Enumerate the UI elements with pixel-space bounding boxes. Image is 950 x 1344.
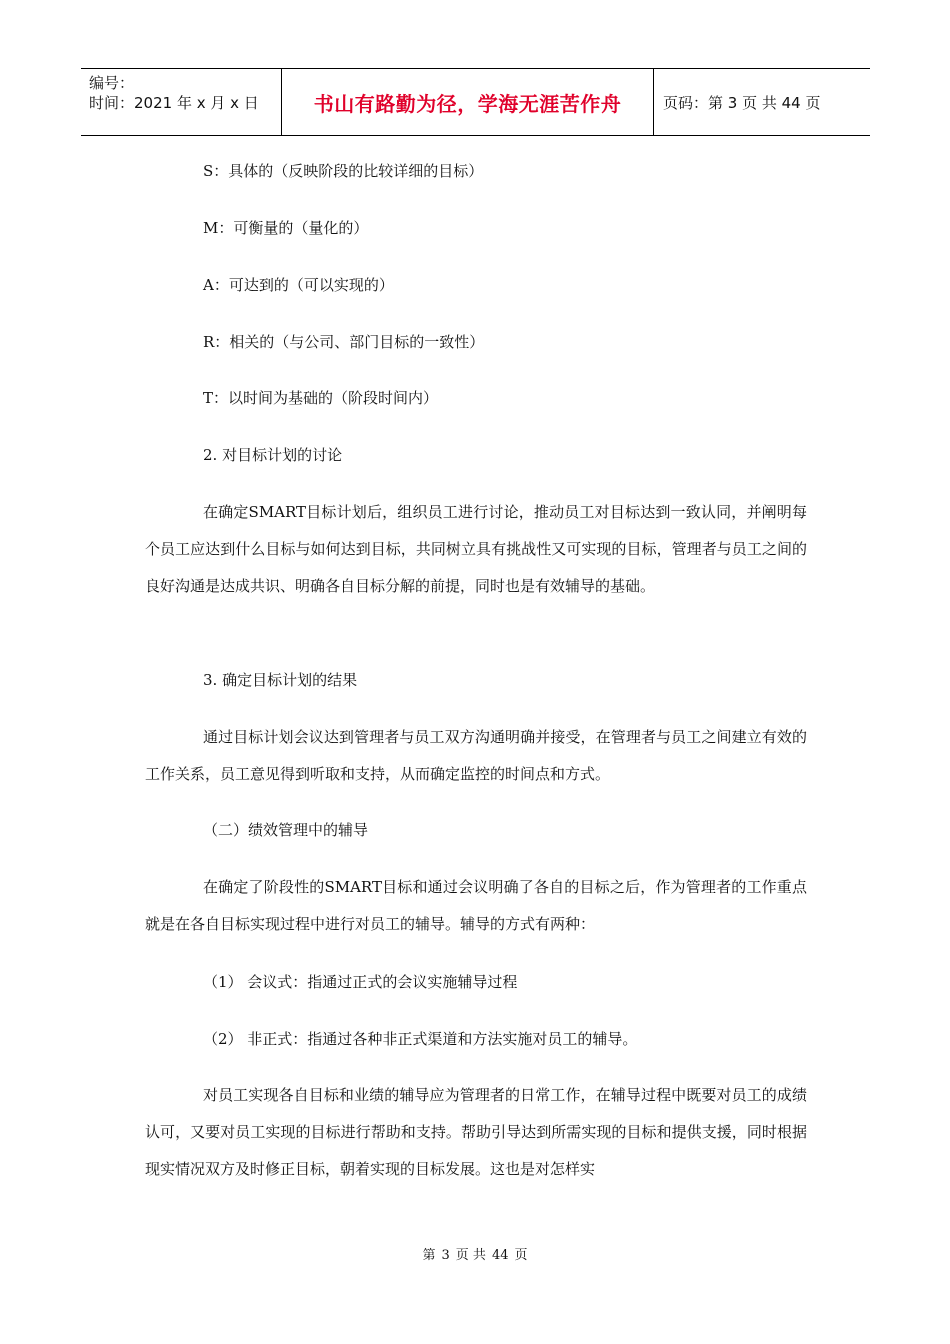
footer-page-total: 44 [491,1248,509,1263]
footer-suffix: 页 [514,1248,528,1263]
paragraph-daily-coaching: 对员工实现各自目标和业绩的辅导应为管理者的日常工作，在辅导过程中既要对员工的成绩认可，又要对员工实现的目标进行帮助和支持。帮助引导达到所需实现的目标和提供支援，同时根据现实情况双方及时修正目标，朝着实现的目标发展。这也是对怎样实 [145,1086,807,1178]
page-header [81,68,870,136]
heading-result: 3. 确定目标计划的结果 [203,671,358,689]
time-label: 时间：2021 年 x 月 x 日 [89,94,259,112]
footer-prefix: 第 [422,1248,436,1263]
section-heading-coaching: （二）绩效管理中的辅导 [203,821,369,839]
smart-t-line: T：以时间为基础的（阶段时间内） [203,389,439,407]
smart-s-line: S：具体的（反映阶段的比较详细的目标） [203,162,484,180]
smart-m-line: M：可衡量的（量化的） [203,219,369,237]
page-footer [0,1244,950,1263]
smart-a-line: A：可达到的（可以实现的） [203,276,394,294]
list-item-informal: （2） 非正式：指通过各种非正式渠道和方法实施对员工的辅导。 [203,1030,638,1048]
header-meta [81,69,282,135]
paragraph-result: 通过目标计划会议达到管理者与员工双方沟通明确并接受，在管理者与员工之间建立有效的工作关系，员工意见得到听取和支持，从而确定监控的时间点和方式。 [145,728,807,783]
heading-discussion: 2. 对目标计划的讨论 [203,446,343,464]
paragraph-discussion: 在确定SMART目标计划后，组织员工进行讨论，推动员工对目标达到一致认同，并阐明每个员工应达到什么目标与如何达到目标，共同树立具有挑战性又可实现的目标，管理者与员工之间的良好沟通是达成共识、明确各自目标分解的前提，同时也是有效辅导的基础。 [145,503,807,595]
paragraph-coaching: 在确定了阶段性的SMART目标和通过会议明确了各自的目标之后，作为管理者的工作重点就是在各自目标实现过程中进行对员工的辅导。辅导的方式有两种： [145,878,807,933]
number-label: 编号： [89,74,135,92]
footer-page-num: 3 [441,1248,450,1263]
list-item-meeting: （1） 会议式：指通过正式的会议实施辅导过程 [203,973,518,991]
footer-mid: 页 共 [455,1248,486,1263]
header-motto: 书山有路勤为径，学海无涯苦作舟 [282,69,654,135]
smart-r-line: R：相关的（与公司、部门目标的一致性） [203,333,485,351]
header-page-info: 页码：第 3 页 共 44 页 [663,93,821,112]
